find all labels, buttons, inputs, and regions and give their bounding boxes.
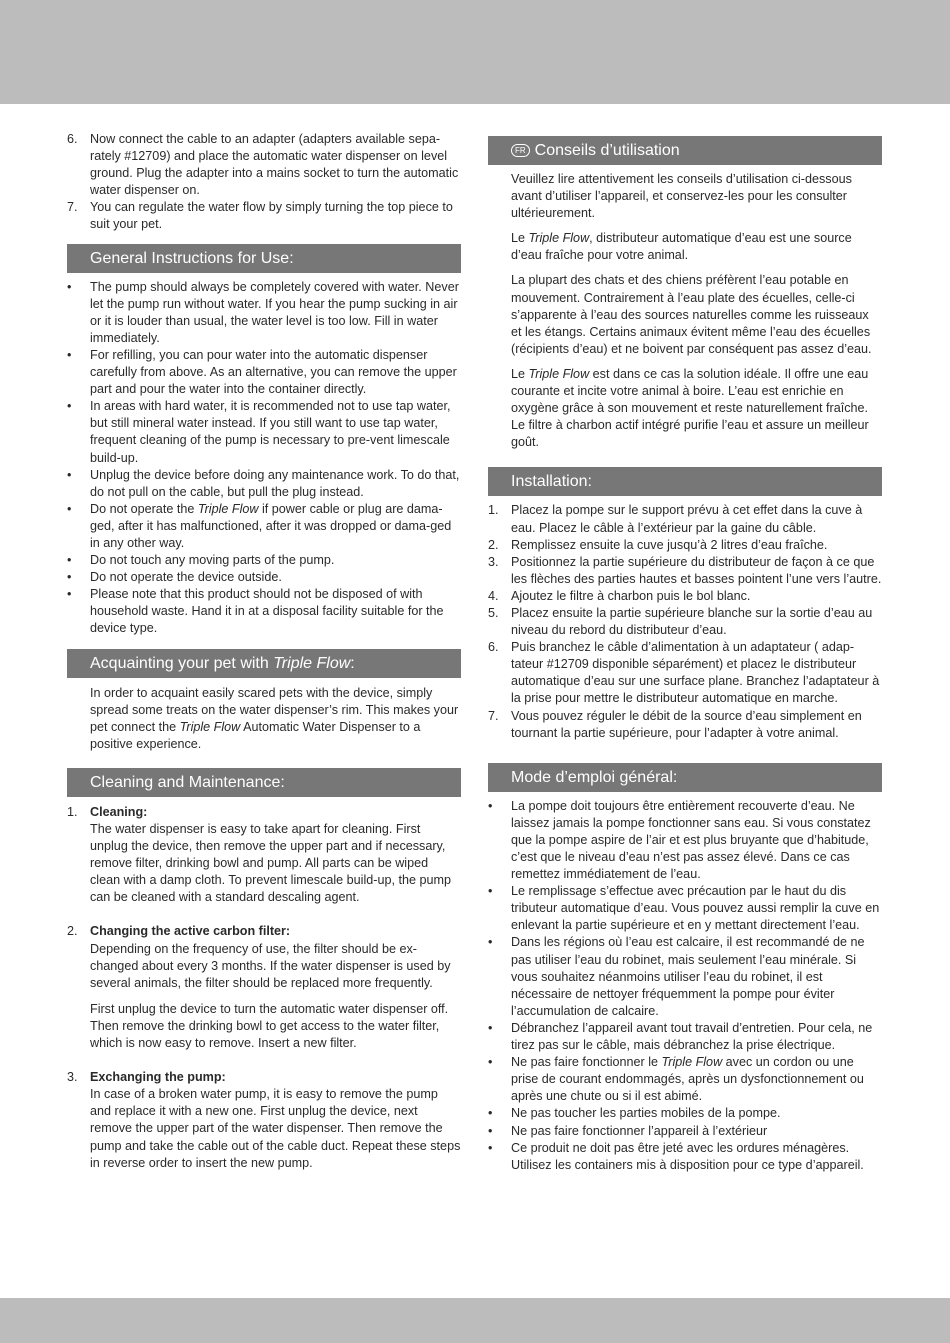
left-column [67,131,461,1172]
list-item: 7. Vous pouvez réguler le débit de la source d’eau simplement en tournant la partie supérieure, pour l’adapter à votre animal. [488,708,862,740]
list-item: • Ne pas faire fonctionner le Triple Flow avec un cordon ou une prise de courant endommagés, après un dysfonctionnement ou après une chute ou si il est abimé. [488,1055,864,1104]
general-instructions-list [67,279,461,638]
list-item: 2. Remplissez ensuite la cuve jusqu’à 2 litres d’eau fraîche. [488,537,828,552]
list-item: 1. Cleaning: The water dispenser is easy to take apart for cleaning. First unplug the device, then remove the upper part and if necessary, remove filter, drinking bowl and pump. All parts can be wiped clean with a damp cloth. To prevent limescale build-up, the pump can be cleaned with a standard descaling agent. [67,804,451,905]
list-item: • Do not operate the device outside. [67,570,282,585]
list-item: • In areas with hard water, it is recommended not to use tap water, but still mineral water instead. If you still want to use tap water, frequent cleaning of the pump is necessary to pre-vent limescale build-up. [67,399,451,465]
list-item: 3. Exchanging the pump: In case of a broken water pump, it is easy to remove the pump and replace it with a new one. First unplug the device, next remove the upper part of the water dispenser. Then remove the pump and take the cable out of the cable duct. Repeat these steps in reverse order to insert the new pump. [67,1070,461,1170]
list-item: 4. Ajoutez le filtre à charbon puis le bol blanc. [488,588,751,603]
list-item: • La pompe doit toujours être entièrement recouverte d’eau. Ne laissez jamais la pompe fonctionner sans eau. Si vous constatez que la pompe aspire de l’air et est plus bruyante que d’habitude, c’est que le niveau d’eau n’est pas assez élevé. Dans ce cas remettez immédiatement de l’eau. [488,798,871,882]
conseils-paragraph: Le Triple Flow, distributeur automatique d’eau est une source d’eau fraîche pour votre animal. [511,231,852,263]
section-heading-installation: Installation: [488,467,882,496]
section-heading-cleaning: Cleaning and Maintenance: [67,768,461,797]
list-item: 7. You can regulate the water flow by simply turning the top piece to suit your pet. [67,200,453,232]
language-badge: FR [511,144,530,157]
list-item: • Ne pas faire fonctionner l’appareil à l’extérieur [488,1123,768,1138]
top-band [0,0,950,104]
list-item: 3. Positionnez la partie supérieure du distributeur de façon à ce que les flèches des parties hautes et basses pointent l’une vers l’autre. [488,554,882,586]
list-item: • Do not touch any moving parts of the pump. [67,553,335,568]
list-item: • Dans les régions où l’eau est calcaire, il est recommandé de ne pas utiliser l’eau du robinet, mais seulement l’eau minérale. Si vous souhaitez néanmoins utiliser l’eau du robinet, il est nécessaire de nettoyer fréquemment la pompe pour éviter l’accumulation de calcaire. [488,935,865,1018]
list-item: • Do not operate the Triple Flow if power cable or plug are dama-ged, after it has malfunctioned, after it was dropped or dama-ged in any other way. [67,501,452,550]
list-item: • Le remplissage s’effectue avec précaution par le haut du dis tributeur automatique d’eau. Vous pouvez aussi remplir la cuve en enlevant la partie supérieure et en y mettant directement l’eau. [488,884,880,933]
list-item: • Ne pas toucher les parties mobiles de la pompe. [488,1106,781,1121]
section-heading-mode: Mode d’emploi général: [488,763,882,792]
list-item: 6. Puis branchez le câble d’alimentation à un adaptateur ( adap-tateur #12709 disponible séparément) et placez le distributeur automatique d’eau sur une surface plane. Branchez l’adaptateur à la prise pour mettre le distributeur automatique en marche. [488,640,880,706]
section-heading-general: General Instructions for Use: [67,244,461,273]
section-heading-acquainting: Acquainting your pet with Triple Flow: [67,649,461,678]
list-item: • The pump should always be completely covered with water. Never let the pump run without water. If you hear the pump sucking in air or it is louder than usual, the water level is too low. Fill in water immediately. [67,279,459,345]
section-heading-conseils: FR Conseils d’utilisation [488,136,882,165]
list-item: 2. Changing the active carbon filter: Depending on the frequency of use, the filter should be ex-changed about every 3 months. If the water dispenser is used by several animals, the filter should be replaced more frequently. First unplug the device to turn the automatic water dispenser off. Then remove the drinking bowl to get access to the water filter, which is now easy to remove. Insert a new filter. [67,924,451,1051]
list-item: • Débranchez l’appareil avant tout travail d’entretien. Pour cela, ne tirez pas sur le câble, mais débranchez la prise électrique. [488,1020,873,1053]
right-column [488,136,882,1174]
list-item: • Unplug the device before doing any maintenance work. To do that, do not pull on the cable, but pull the plug instead. [67,467,460,499]
install-steps-continued [67,131,461,234]
list-item: • Please note that this product should not be disposed of with household waste. Hand it in at a disposal facility suitable for the device type. [67,587,444,636]
cleaning-list [67,804,461,1172]
bottom-band [0,1298,950,1343]
mode-emploi-list [488,798,882,1174]
installation-list [488,502,882,741]
conseils-paragraph: La plupart des chats et des chiens préfèrent l’eau potable en mouvement. Contrairement à l’eau plate des écuelles, celle-ci s’apparente à l’eau des sources naturelles comme les ruisseaux et les étangs. Certains animaux évitent même l’eau des écuelles (récipients d’eau) et ne boivent par conséquent pas assez d’eau. [511,273,872,356]
list-item: • For refilling, you can pour water into the automatic dispenser carefully from above. As an alternative, you can remove the upper part and pour the water into the container directly. [67,347,457,397]
list-item: 6. Now connect the cable to an adapter (adapters available sepa-rately #12709) and place the automatic water dispenser on level ground. Plug the adapter into a mains socket to turn the automatic water dispenser on. [67,132,459,198]
conseils-paragraph: Le Triple Flow est dans ce cas la solution idéale. Il offre une eau courante et incite votre animal à boire. L’eau est enrichie en oxygène grâce à son mouvement et reste naturellement fraîche. Le filtre à charbon actif intégré purifie l’eau et assure un meilleur goût. [511,366,869,450]
acquainting-paragraph: In order to acquaint easily scared pets with the device, simply spread some treats on the water dispenser’s rim. This makes your pet connect the Triple Flow Automatic Water Dispenser to a positive experience. [90,685,459,751]
list-item: • Ce produit ne doit pas être jeté avec les ordures ménagères. Utilisez les containers mis à disposition pour ce type d’appareil. [488,1140,864,1172]
conseils-paragraph: Veuillez lire attentivement les conseils d’utilisation ci-dessous avant d’utiliser l’appareil, et conservez-les pour les consulter ultérieurement. [511,172,852,221]
list-item: 5. Placez ensuite la partie supérieure blanche sur la sortie d’eau au niveau du rebord du distributeur d’eau. [488,605,873,638]
list-item: 1. Placez la pompe sur le support prévu à cet effet dans la cuve à eau. Placez le câble à l’extérieur par la gaine du câble. [488,503,863,535]
